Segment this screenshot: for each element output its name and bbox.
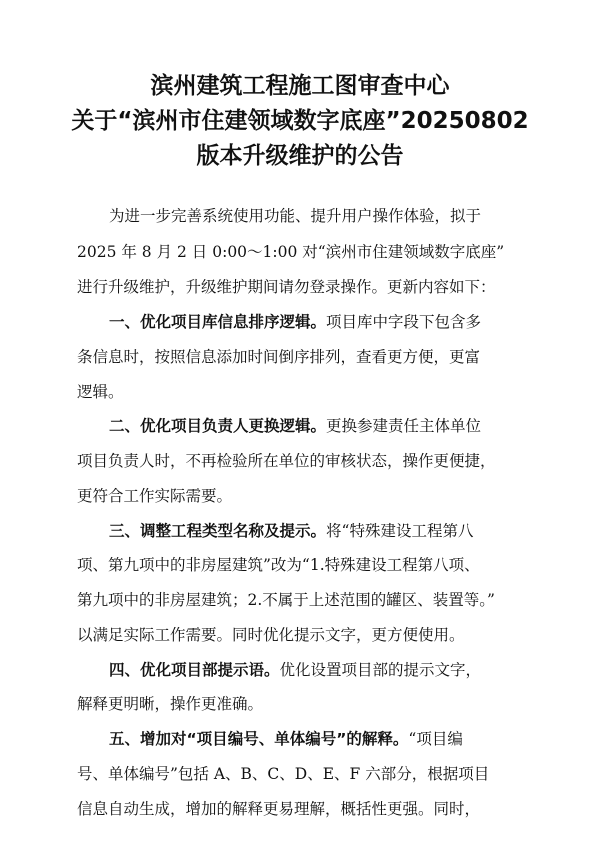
item-1-line-2: 条信息时，按照信息添加时间倒序排列，查看更方便，更富 [77,348,481,366]
item-2-text: 更换参建责任主体单位 [326,417,482,435]
item-5-line-3: 信息自动生成，增加的解释更易理解，概括性更强。同时， [77,800,481,818]
item-4-text: 优化设置项目部的提示文字， [279,661,482,679]
item-1-text: 项目库中字段下包含多 [326,313,482,331]
item-5-heading: 五、增加对“项目编号、单体编号”的解释。 [109,730,409,748]
item-1-heading: 一、优化项目库信息排序逻辑。 [109,313,327,331]
item-1-line-1 [109,310,481,334]
item-3-heading: 三、调整工程类型名称及提示。 [109,522,327,540]
item-1-line-3: 逻辑。 [77,383,124,401]
item-2-heading: 二、优化项目负责人更换逻辑。 [109,417,327,435]
item-5-text: “项目编 [408,730,463,748]
item-3-line-2: 项、第九项中的非房屋建筑”改为“1.特殊建设工程第八项、 [77,556,480,574]
item-4-line-2: 解释更明晰，操作更准确。 [77,695,264,713]
item-4-heading: 四、优化项目部提示语。 [109,661,280,679]
item-3-line-1 [109,519,473,543]
item-5-line-1 [109,727,463,751]
title-org: 滨州建筑工程施工图审查中心 [150,73,450,99]
item-3-text: 将“特殊建设工程第八 [326,522,474,540]
title-topic: 版本升级维护的公告 [196,143,404,169]
item-5-line-2: 号、单体编号”包括 A、B、C、D、E、F 六部分，根据项目 [77,765,490,783]
intro-line-3: 进行升级维护，升级维护期间请勿登录操作。更新内容如下： [77,278,496,296]
item-3-line-4: 以满足实际工作需要。同时优化提示文字，更方便使用。 [77,626,465,644]
item-2-line-3: 更符合工作实际需要。 [77,487,233,505]
title-subject: 关于“滨州市住建领域数字底座”20250802 [71,108,529,134]
item-3-line-3: 第九项中的非房屋建筑；2.不属于上述范围的罐区、装置等。” [77,591,495,609]
item-2-line-1 [109,414,481,438]
item-4-line-1 [109,658,481,682]
intro-line-2: 2025 年 8 月 2 日 0:00～1:00 对“滨州市住建领域数字底座” [77,243,505,261]
item-2-line-2: 项目负责人时，不再检验所在单位的审核状态，操作更便捷， [77,452,496,470]
intro-line-1: 为进一步完善系统使用功能、提升用户操作体验，拟于 [109,207,482,225]
